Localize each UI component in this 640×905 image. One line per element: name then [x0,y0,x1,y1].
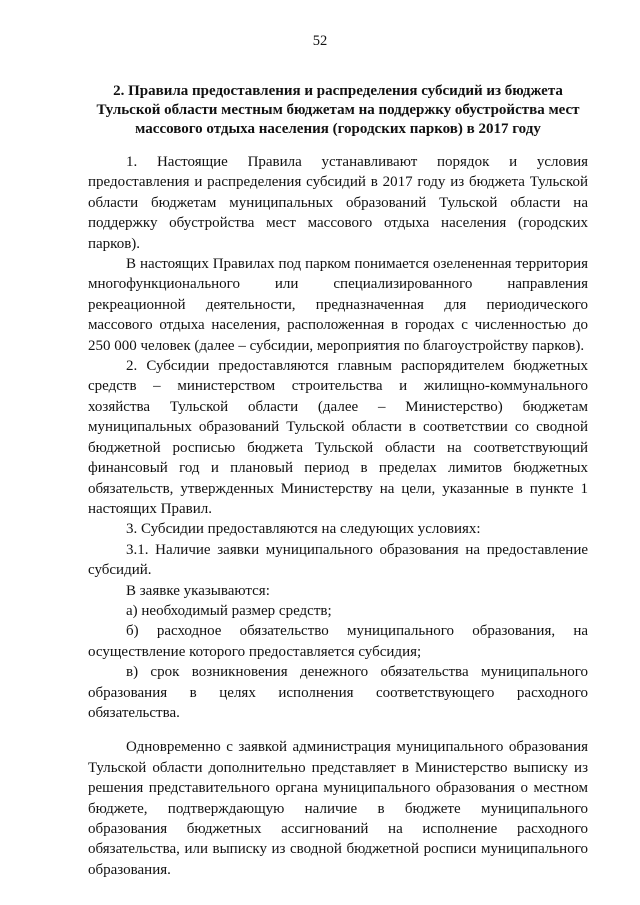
list-item-a: а) необходимый размер средств; [126,602,332,619]
paragraph-application-contents: В заявке указываются: [126,582,270,599]
list-item-v: в) срок возникновения денежного обязательства муниципального образования в целях исполнения соответствующего расходного обязательства. [88,664,588,721]
page-number: 52 [312,33,328,49]
document-body [88,152,588,880]
paragraph-additional-documents: Одновременно с заявкой администрация муниципального образования Тульской области дополнительно представляет в Министерство выписку из решения представительного органа муниципального образования о местном бюджете, подтверждающую наличие в бюджете муниципального образования бюджетных ассигнований на исполнение расходного обязательства, или выписку из сводной бюджетной росписи муниципального образования. [88,739,588,878]
paragraph-3: 3. Субсидии предоставляются на следующих условиях: [126,521,481,538]
paragraph-3-1: 3.1. Наличие заявки муниципального образования на предоставление субсидий. [88,541,588,579]
paragraph-1: 1. Настоящие Правила устанавливают порядок и условия предоставления и распределения субсидий в 2017 году из бюджета Тульской области бюджетам муниципальных образований Тульской области на поддержку обустройства мест массового отдыха населения (городских парков). [88,154,588,252]
section-heading: 2. Правила предоставления и распределения субсидий из бюджета Тульской области местным бюджетам на поддержку обустройства мест массового отдыха населения (городских парков) в 2017 году [96,83,580,137]
paragraph-park-definition: В настоящих Правилах под парком понимается озелененная территория многофункционального или специализированного направления рекреационной деятельности, предназначенная для периодического массового отдыха населения, расположенная в городах с численностью до 250 000 человек (далее – субсидии, мероприятия по благоустройству парков). [88,256,588,354]
list-item-b: б) расходное обязательство муниципального образования, на осуществление которого предоставляется субсидия; [88,623,588,660]
paragraph-2: 2. Субсидии предоставляются главным распорядителем бюджетных средств – министерством строительства и жилищно-коммунального хозяйства Тульской области (далее – Министерство) бюджетам муниципальных образований Тульской области в соответствии со сводной бюджетной росписью бюджета Тульской области на соответствующий финансовый год и плановый период в пределах лимитов бюджетных обязательств, утвержденных Министерству на цели, указанные в пункте 1 настоящих Правил. [88,358,588,517]
